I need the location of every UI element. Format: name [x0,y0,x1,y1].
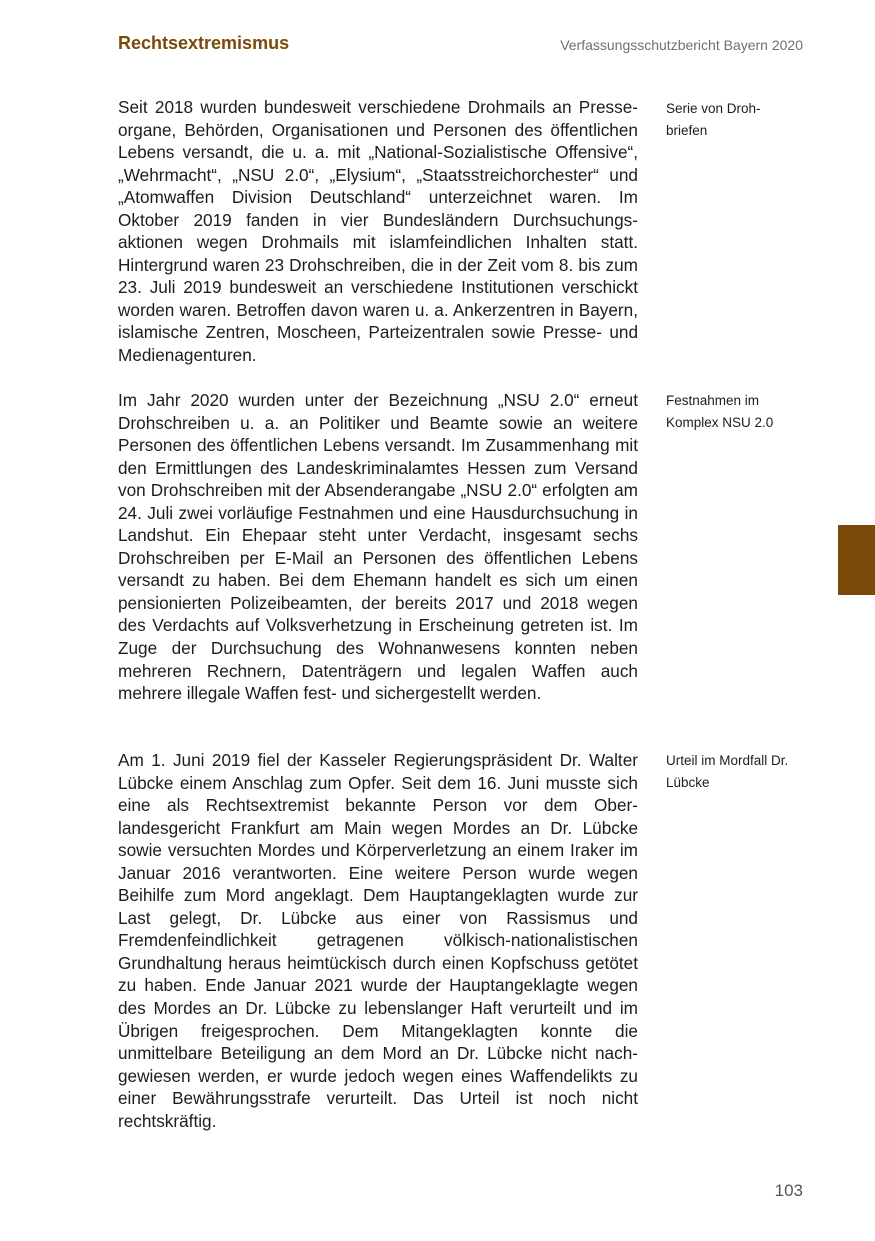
paragraph-text: Am 1. Juni 2019 fiel der Kasseler Regierungspräsident Dr. Walter Lübcke einem Anschlag zum Opfer. Seit dem 16. Juni musste sich eine als Rechtsextremist bekannte Person vor dem Oberlandesgericht Frankfurt am Main wegen Mordes an Dr. Lübcke sowie versuchten Mordes und Körperverletzung an einem Iraker im Januar 2016 verantworten. Eine weitere Person wurde wegen Beihilfe zum Mord angeklagt. Dem Hauptangeklagten wurde zur Last gelegt, Dr. Lübcke aus einer von Rassismus und Fremdenfeindlichkeit getragenen völkisch-nationalistischen Grundhaltung heraus heimtückisch durch einen Kopfschuss getötet zu haben. Ende Januar 2021 wurde der Hauptangeklagte wegen des Mordes an Dr. Lübcke zu lebenslanger Haft verurteilt und im Übrigen freigesprochen. Dem Mitangeklagten konnte die unmittelbare Beteiligung an dem Mord an Dr. Lübcke nicht nachgewiesen werden, er wurde jedoch wegen eines Waffendelikts zu einer Bewährungsstrafe verurteilt. Das Urteil ist noch nicht rechtskräftig. [118,750,638,1131]
chapter-tab-marker [838,525,875,595]
paragraph-text: Im Jahr 2020 wurden unter der Bezeichnung „NSU 2.0“ erneut Drohschreiben u. a. an Politiker und Beamte sowie an weitere Personen des öffentlichen Lebens versandt. Im Zusammenhang mit den Ermittlungen des Landeskriminalamtes Hessen zum Versand von Drohschreiben mit der Absenderangabe „NSU 2.0“ erfolgten am 24. Juli zwei vorläufige Festnahmen und eine Hausdurchsuchung in Landshut. Ein Ehepaar steht unter Verdacht, insgesamt sechs Drohschreiben per E-Mail an Personen des öffentlichen Lebens versandt zu haben. Bei dem Ehemann handelt es sich um einen pensionierten Polizeibeamten, der bereits 2017 und 2018 wegen des Verdachts auf Volksverhetzung in Erscheinung getreten ist. Im Zuge der Durchsuchung des Wohnanwesens konnten neben mehreren Rechnern, Datenträgern und legalen Waffen auch mehrere illegale Waffen fest- und sichergestellt werden. [118,390,638,704]
margin-note-luebcke-verdict: Urteil im Mordfall Dr. Lübcke [666,753,789,790]
report-title: Verfassungsschutzbericht Bayern 2020 [560,37,803,53]
page-number: 103 [774,1181,803,1200]
margin-note-nsu-arrests: Festnahmen im Komplex NSU 2.0 [666,393,774,430]
paragraph-threat-mails [118,96,638,367]
paragraph-luebcke-verdict [118,749,638,1132]
section-title: Rechtsextremismus [118,33,290,53]
paragraph-text: Seit 2018 wurden bundesweit verschiedene Drohmails an Presseorgane, Behörden, Organisationen und Personen des öffentlichen Lebens versandt, die u. a. mit „National-Sozialistische Offensive“, „Wehrmacht“, „NSU 2.0“, „Elysium“, „Staatsstreichorchester“ und „Atomwaffen Division Deutschland“ unterzeichnet waren. Im Oktober 2019 fanden in vier Bundesländern Durchsuchungsaktionen wegen Drohmails mit islamfeindlichen Inhalten statt. Hintergrund waren 23 Drohschreiben, die in der Zeit vom 8. bis zum 23. Juli 2019 bundesweit an verschiedene Institutionen verschickt worden waren. Betroffen davon waren u. a. Ankerzentren in Bayern, islamische Zentren, Moscheen, Parteizentralen sowie Presse- und Medienagenturen. [118,97,638,366]
paragraph-nsu-arrests [118,389,638,705]
margin-note-threat-letters: Serie von Drohbriefen [666,101,761,138]
